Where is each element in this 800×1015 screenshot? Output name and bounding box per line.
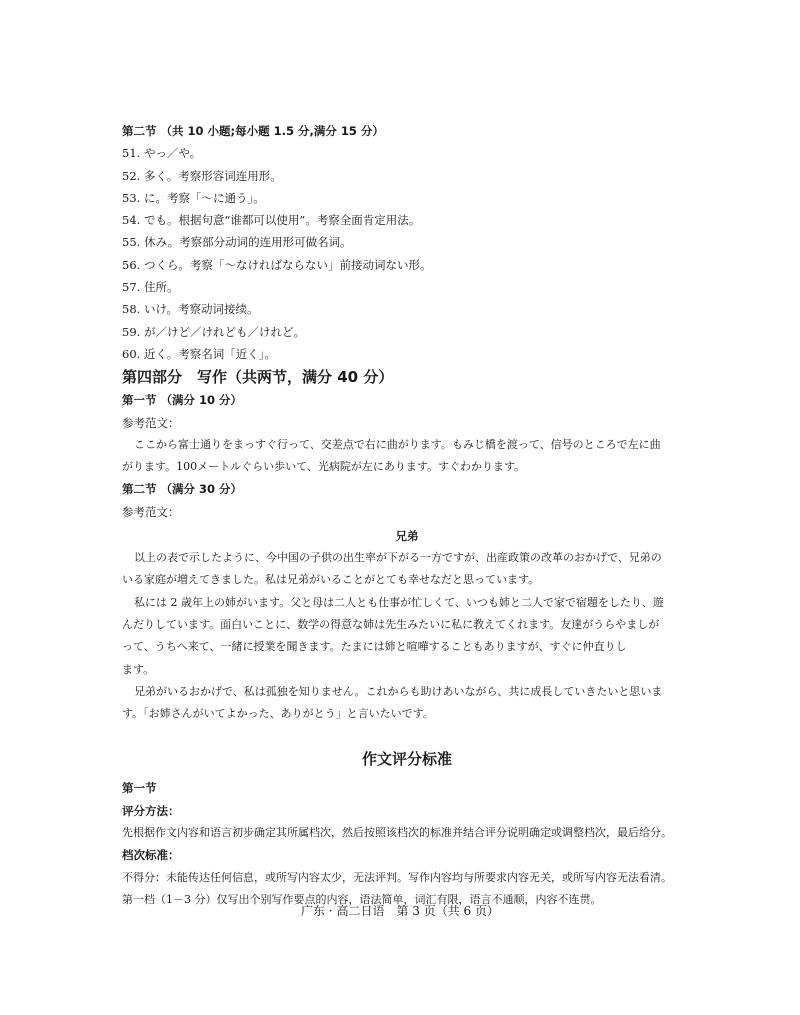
part4-heading: 第四部分 写作（共两节，满分 40 分） xyxy=(122,368,394,387)
answer-55: 55. 休み。考察部分动词的连用形可做名词。 xyxy=(122,235,352,250)
grade-label: 档次标准： xyxy=(122,848,180,863)
answer-60: 60. 近く。考察名词「近く」。 xyxy=(122,346,276,361)
essay-line: す。「お姉さんがいてよかった、ありがとう」と言いたいです。 xyxy=(122,707,434,721)
answer-57: 57. 住所。 xyxy=(122,280,179,295)
grade-one-text: 第一档（1－3 分）仅写出个别写作要点的内容，语法简单，词汇有限，语言不通顺，内容不连贯。 xyxy=(122,892,602,906)
answer-52: 52. 多く。考察形容词连用形。 xyxy=(122,168,282,183)
essay-line: ます。 xyxy=(122,662,155,676)
essay-body xyxy=(122,547,692,725)
answer-list xyxy=(122,142,692,365)
essay-line: んだりしています。面白いことに、数学の得意な姉は先生みたいに私に教えてくれます。友達がうらやましが xyxy=(122,617,660,631)
writing1-paragraph-line: がります。100メートルぐらい歩いて、光病院が左にあります。すぐわかります。 xyxy=(122,460,526,474)
essay-line: いる家庭が増えてきました。私は兄弟がいることがとても幸せなだと思っています。 xyxy=(122,573,540,587)
writing1-heading: 第一节 （满分 10 分） xyxy=(122,393,243,408)
answer-59: 59. が／けど／けれども／けれど。 xyxy=(122,324,305,339)
essay-line: 私には 2 歳年上の姉がいます。父と母は二人とも仕事が忙しくて、いつも姉と二人で家で宿題をしたり、遊 xyxy=(134,595,664,609)
method-label: 评分方法： xyxy=(122,803,180,818)
answer-key-content xyxy=(122,120,692,911)
page-footer: 广东 · 高二日语 第 3 页（共 6 页） xyxy=(301,904,499,918)
answer-54: 54. でも。根据句意“谁都可以使用”。考察全面肯定用法。 xyxy=(122,213,421,228)
criteria-section-heading: 第一节 xyxy=(122,781,157,796)
essay-line: 以上の表で示したように、今中国の子供の出生率が下がる一方ですが、出産政策の改革のおかげで、兄弟の xyxy=(134,551,662,565)
writing1-paragraph-line: ここから富士通りをまっすぐ行って、交差点で右に曲がります。もみじ橋を渡って、信号のところで左に曲 xyxy=(134,437,661,451)
grade-zero-text: 不得分：未能传达任何信息，或所写内容太少，无法评判。写作内容均与所要求内容无关，或所写内容无法看清。 xyxy=(122,870,672,884)
method-text: 先根据作文内容和语言初步确定其所属档次，然后按照该档次的标准并结合评分说明确定或调整档次，最后给分。 xyxy=(122,826,672,840)
criteria-title: 作文评分标准 xyxy=(361,750,452,769)
writing2-heading: 第二节 （满分 30 分） xyxy=(122,482,243,497)
essay-line: って、うちへ来て、一緒に授業を聞きます。たまには姉と喧嘩することもありますが、すぐに仲直りし xyxy=(122,640,627,654)
answer-56: 56. つくら。考察「～なければならない」前接动词ない形。 xyxy=(122,257,432,272)
reference-label: 参考范文： xyxy=(122,415,180,430)
answer-58: 58. いけ。考察动词接续。 xyxy=(122,302,259,317)
essay-title: 兄弟 xyxy=(395,529,419,544)
reference-label: 参考范文： xyxy=(122,504,180,519)
section2-heading: 第二节 （共 10 小题;每小题 1.5 分,满分 15 分） xyxy=(122,124,384,138)
essay-line: 兄弟がいるおかげで、私は孤独を知りません。これからも助けあいながら、共に成長していきたいと思いま xyxy=(134,684,663,698)
answer-51: 51. やっ／や。 xyxy=(122,146,202,161)
answer-53: 53. に。考察「～に通う」。 xyxy=(122,190,265,205)
